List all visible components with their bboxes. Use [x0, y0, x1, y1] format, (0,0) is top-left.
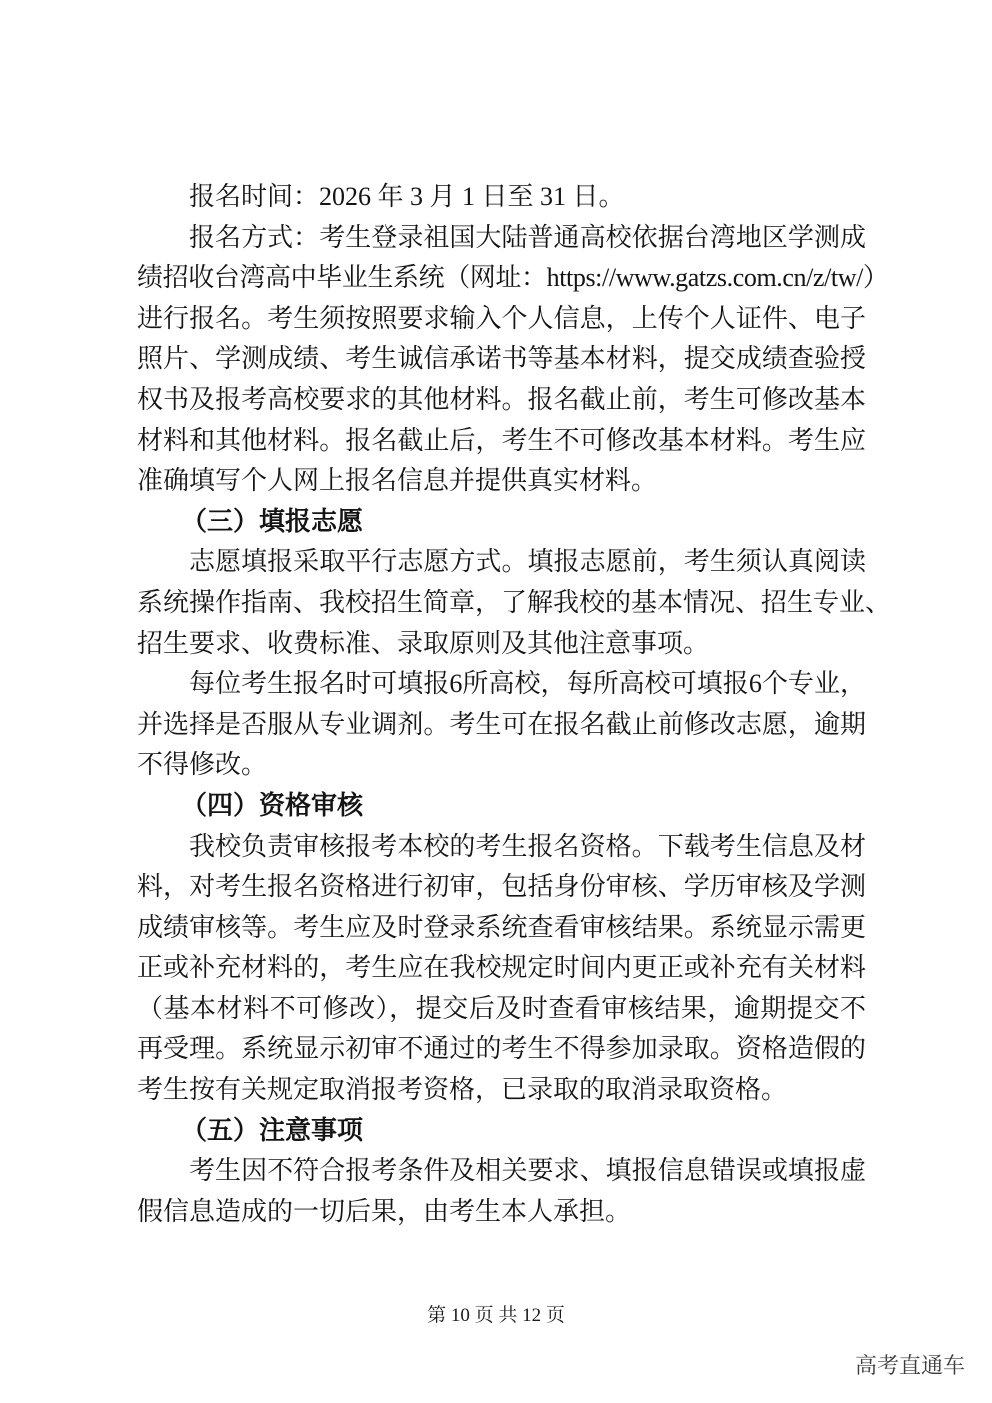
- text-line: 不得修改。: [137, 750, 268, 780]
- section-heading: （四）资格审核: [181, 790, 364, 820]
- text-line: 报名时间：2026 年 3 月 1 日至 31 日。: [189, 182, 625, 211]
- page-number-footer: 第 10 页 共 12 页: [427, 1305, 565, 1326]
- section-heading: （五）注意事项: [181, 1115, 364, 1145]
- paragraph: [137, 664, 866, 786]
- text-line: 假信息造成的一切后果，由考生本人承担。: [137, 1196, 632, 1226]
- text-line: 进行报名。考生须按照要求输入个人信息，上传个人证件、电子: [137, 303, 866, 333]
- section-heading: （三）填报志愿: [181, 506, 364, 536]
- text-line-with-url: 绩招收台湾高中毕业生系统（网址：https://www.gatzs.com.cn/z/tw/）: [137, 263, 889, 293]
- text-line: 再受理。系统显示初审不通过的考生不得参加录取。资格造假的: [137, 1034, 866, 1064]
- text-line: 准确填写个人网上报名信息并提供真实材料。: [137, 466, 658, 496]
- text-line: 我校负责审核报考本校的考生报名资格。下载考生信息及材: [189, 831, 866, 861]
- text-line: 考生按有关规定取消报考资格，已录取的取消录取资格。: [137, 1075, 788, 1105]
- text-line: 招生要求、收费标准、录取原则及其他注意事项。: [137, 628, 710, 658]
- text-line: 材料和其他材料。报名截止后，考生不可修改基本材料。考生应: [137, 425, 866, 455]
- watermark: 高考直通车: [854, 1354, 965, 1379]
- paragraph-registration-time: [137, 177, 866, 218]
- paragraph: [137, 542, 892, 664]
- text-line: 权书及报考高校要求的其他材料。报名截止前，考生可修改基本: [137, 384, 866, 414]
- paragraph-registration-method: [137, 218, 889, 502]
- text-line: （基本材料不可修改），提交后及时查看审核结果，逾期提交不: [137, 993, 866, 1023]
- text-line: 志愿填报采取平行志愿方式。填报志愿前，考生须认真阅读: [189, 547, 866, 577]
- text-line: 考生因不符合报考条件及相关要求、填报信息错误或填报虚: [189, 1156, 866, 1186]
- text-line: 照片、学测成绩、考生诚信承诺书等基本材料，提交成绩查验授: [137, 344, 866, 374]
- paragraph: [137, 827, 866, 1111]
- text-line: 料，对考生报名资格进行初审，包括身份审核、学历审核及学测: [137, 872, 866, 902]
- text-line: 正或补充材料的，考生应在我校规定时间内更正或补充有关材料: [137, 953, 866, 983]
- document-body: [137, 177, 892, 1232]
- text-line: 并选择是否服从专业调剂。考生可在报名截止前修改志愿，逾期: [137, 709, 866, 739]
- text-line: 成绩审核等。考生应及时登录系统查看审核结果。系统显示需更: [137, 912, 866, 942]
- text-line: 报名方式：考生登录祖国大陆普通高校依据台湾地区学测成: [189, 222, 866, 252]
- text-line: 每位考生报名时可填报6所高校，每所高校可填报6个专业，: [189, 669, 866, 699]
- text-line: 系统操作指南、我校招生简章，了解我校的基本情况、招生专业、: [137, 587, 892, 617]
- paragraph: [137, 1151, 866, 1232]
